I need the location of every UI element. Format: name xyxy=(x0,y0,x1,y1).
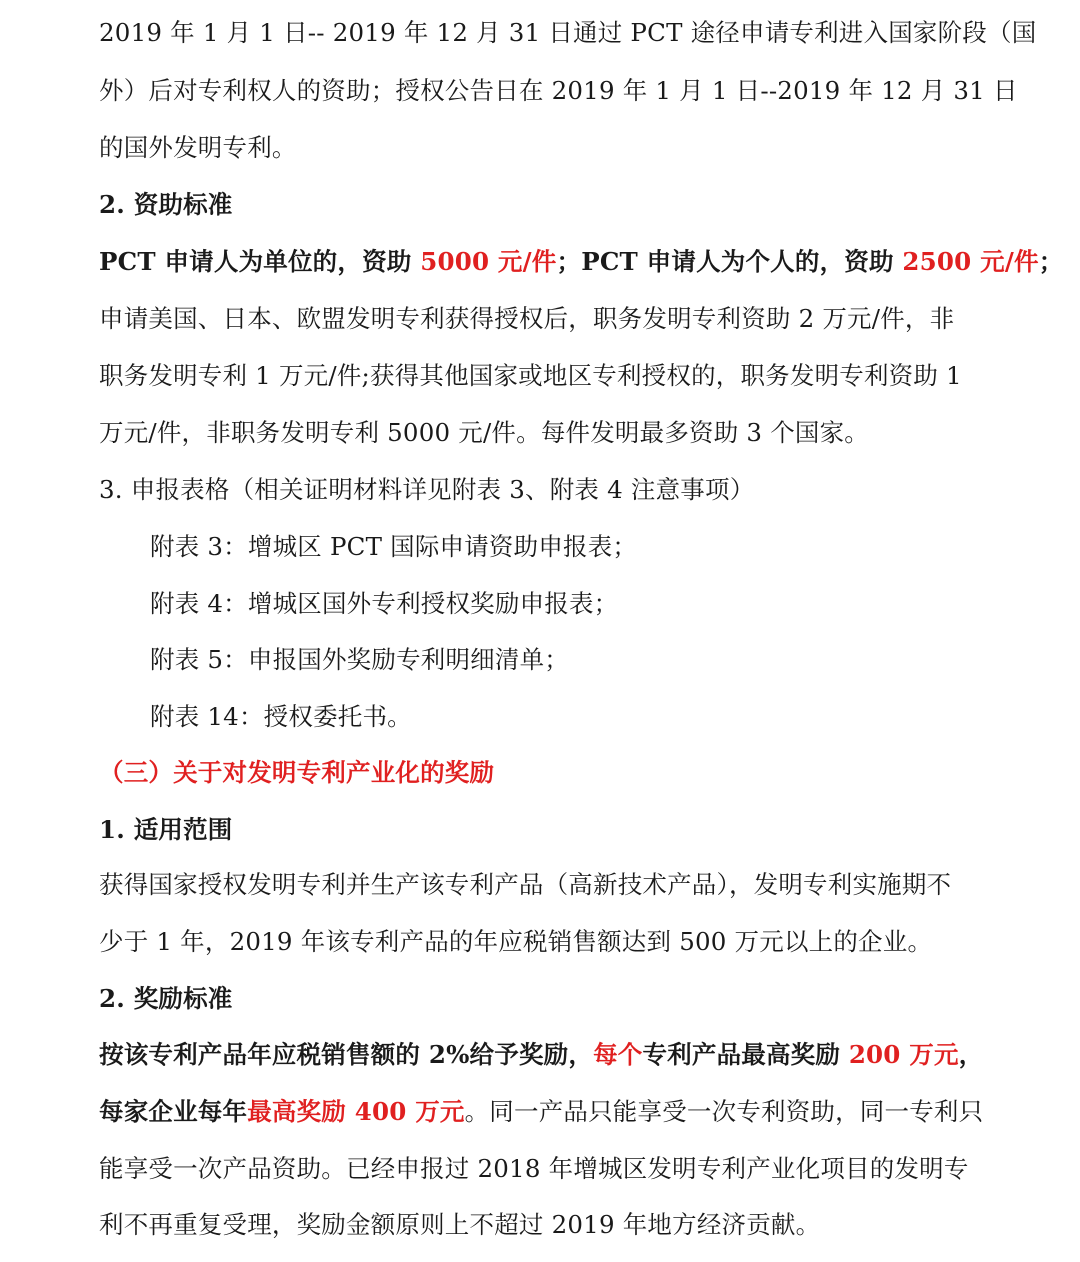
subsection-heading-scope: 1. 适用范围 xyxy=(99,815,233,844)
subsection-heading-reward: 2. 奖励标准 xyxy=(99,984,233,1013)
section-title: （三）关于对发明专利产业化的奖励 xyxy=(99,758,495,787)
paragraph-line: 外）后对专利权人的资助；授权公告日在 2019 年 1 月 1 日--2019 年 12 月 31 日 xyxy=(99,76,1018,105)
paragraph-line: 的国外发明专利。 xyxy=(99,133,297,162)
paragraph-line: 职务发明专利 1 万元/件;获得其他国家或地区专利授权的，职务发明专利资助 1 xyxy=(99,361,962,390)
reward-standard-line xyxy=(99,1038,983,1072)
standard-text: ；PCT 申请人为个人的，资助 xyxy=(556,247,903,276)
subsection-heading-standard: 2. 资助标准 xyxy=(99,190,233,219)
subsidy-standard-line xyxy=(99,245,1063,279)
reward-text: 按该专利产品年应税销售额的 2%给予奖励， xyxy=(99,1040,594,1069)
unit-amount: 5000 元/件 xyxy=(420,247,557,276)
per-enterprise-max: 最高奖励 400 万元 xyxy=(247,1097,465,1126)
form-list-item: 附表 14：授权委托书。 xyxy=(150,702,412,731)
reward-highlight: 每个 xyxy=(593,1040,643,1069)
reward-line xyxy=(99,1095,983,1129)
form-list-item: 附表 4：增城区国外专利授权奖励申报表； xyxy=(150,589,619,618)
paragraph-line: 2019 年 1 月 1 日-- 2019 年 12 月 31 日通过 PCT 途径申请专利进入国家阶段（国 xyxy=(99,18,1037,47)
reward-text: 专利产品最高奖励 xyxy=(642,1040,849,1069)
reward-text: ， xyxy=(958,1040,984,1069)
reward-text: 。同一产品只能享受一次专利资助，同一专利只 xyxy=(464,1097,984,1126)
paragraph-line: 少于 1 年，2019 年该专利产品的年应税销售额达到 500 万元以上的企业。 xyxy=(99,927,933,956)
paragraph-line: 万元/件，非职务发明专利 5000 元/件。每件发明最多资助 3 个国家。 xyxy=(99,418,869,447)
paragraph-line: 能享受一次产品资助。已经申报过 2018 年增城区发明专利产业化项目的发明专 xyxy=(99,1154,969,1183)
form-list-item: 附表 3：增城区 PCT 国际申请资助申报表； xyxy=(150,532,638,561)
paragraph-line: 申请美国、日本、欧盟发明专利获得授权后，职务发明专利资助 2 万元/件，非 xyxy=(99,304,955,333)
individual-amount: 2500 元/件 xyxy=(902,247,1039,276)
per-product-max: 200 万元 xyxy=(848,1040,959,1069)
reward-text: 每家企业每年 xyxy=(99,1097,248,1126)
form-list-item: 附表 5：申报国外奖励专利明细清单； xyxy=(150,645,569,674)
standard-text: ； xyxy=(1038,247,1064,276)
paragraph-line: 获得国家授权发明专利并生产该专利产品（高新技术产品），发明专利实施期不 xyxy=(99,870,952,899)
subsection-heading-forms: 3. 申报表格（相关证明材料详见附表 3、附表 4 注意事项） xyxy=(99,475,755,504)
standard-text: PCT 申请人为单位的，资助 xyxy=(99,247,421,276)
paragraph-line: 利不再重复受理，奖励金额原则上不超过 2019 年地方经济贡献。 xyxy=(99,1210,821,1239)
